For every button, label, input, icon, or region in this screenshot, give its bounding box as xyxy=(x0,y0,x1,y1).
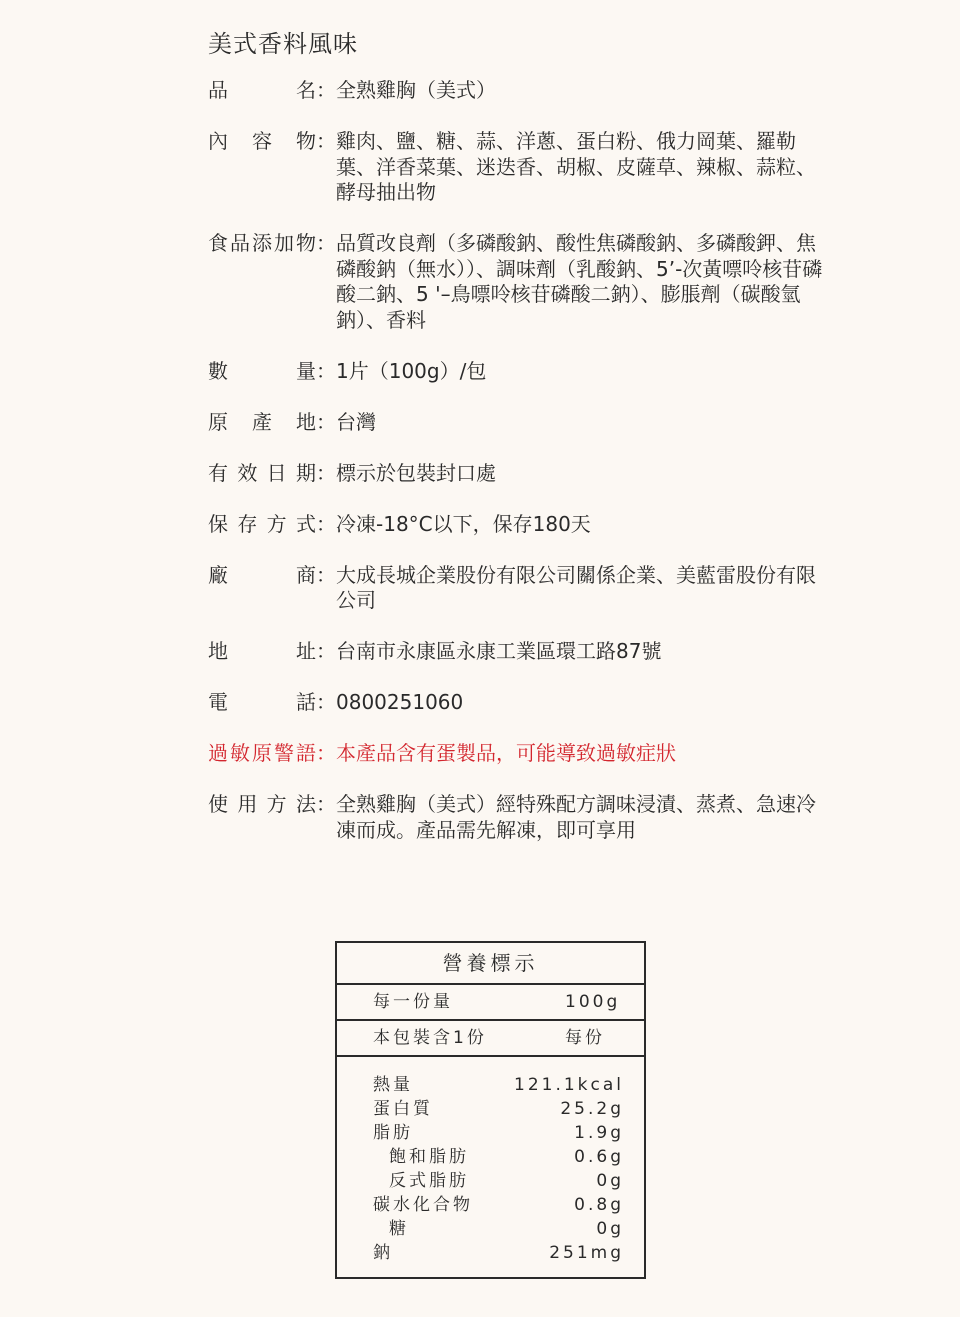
spec-row xyxy=(208,512,828,538)
nutrient-name: 糖 xyxy=(389,1219,409,1239)
spec-value: 大成長城企業股份有限公司關係企業、美藍雷股份有限公司 xyxy=(336,562,816,612)
nutrient-row xyxy=(337,1193,644,1217)
nutrient-name: 熱量 xyxy=(373,1075,413,1095)
nutrient-value: 0.8g xyxy=(574,1195,624,1215)
nutrient-value: 121.1kcal xyxy=(514,1075,624,1095)
nutrient-name: 脂肪 xyxy=(373,1123,413,1143)
serving-size-row xyxy=(337,985,644,1021)
nutrient-name: 飽和脂肪 xyxy=(389,1147,469,1167)
spec-value: 品質改良劑（多磷酸鈉、酸性焦磷酸鈉、多磷酸鉀、焦磷酸鈉（無水））、調味劑（乳酸鈉、5’-次黃嘌呤核苷磷酸二鈉、5 '–鳥嘌呤核苷磷酸二鈉）、膨脹劑（碳酸氫鈉）、香料 xyxy=(336,231,823,332)
spec-row xyxy=(208,129,828,206)
spec-row xyxy=(208,690,828,716)
spec-colon: ： xyxy=(316,792,336,816)
spec-value: 冷凍-18°C以下，保存180天 xyxy=(336,511,591,536)
spec-row xyxy=(208,639,828,665)
nutrient-name: 蛋白質 xyxy=(373,1099,433,1119)
serving-size-label: 每一份量 xyxy=(373,992,453,1012)
spec-label: 有 效 日 期 xyxy=(208,460,316,485)
spec-label: 保 存 方 式 xyxy=(208,511,316,536)
spec-label: 電 話 xyxy=(208,690,316,714)
spec-colon: ： xyxy=(316,231,336,255)
nutrient-value: 25.2g xyxy=(560,1099,624,1119)
spec-value: 雞肉、鹽、糖、蒜、洋蔥、蛋白粉、俄力岡葉、羅勒葉、洋香菜葉、迷迭香、胡椒、皮薩草、辣椒、蒜粒、酵母抽出物 xyxy=(336,129,816,204)
spec-label: 內 容 物 xyxy=(208,129,316,153)
serving-size-value: 100g xyxy=(565,992,621,1012)
spec-colon: ： xyxy=(316,741,336,765)
spec-label: 使 用 方 法 xyxy=(208,792,316,816)
spec-value: 全熟雞胸（美式） xyxy=(336,78,496,102)
spec-value: 標示於包裝封口處 xyxy=(336,460,496,485)
spec-row xyxy=(208,563,828,614)
per-serving-label: 每份 xyxy=(565,1028,605,1048)
nutrient-row xyxy=(337,1217,644,1241)
nutrient-value: 0g xyxy=(596,1219,624,1239)
spec-row xyxy=(208,78,828,104)
spec-value: 台灣 xyxy=(336,409,376,434)
spec-row xyxy=(208,410,828,436)
nutrient-value: 251mg xyxy=(549,1243,624,1263)
spec-label: 地 址 xyxy=(208,639,316,663)
nutrient-row xyxy=(337,1241,644,1265)
spec-label: 過 敏 原 警 語 xyxy=(208,741,316,765)
spec-row xyxy=(208,792,828,843)
spec-value: 台南市永康區永康工業區環工路87號 xyxy=(336,639,662,663)
nutrient-list xyxy=(337,1057,644,1265)
spec-colon: ： xyxy=(316,639,336,663)
spec-colon: ： xyxy=(316,409,336,434)
spec-colon: ： xyxy=(316,511,336,536)
spec-value: 本產品含有蛋製品，可能導致過敏症狀 xyxy=(336,741,676,765)
servings-per-pack-row xyxy=(337,1021,644,1057)
nutrient-row xyxy=(337,1145,644,1169)
nutrient-name: 碳水化合物 xyxy=(373,1195,473,1215)
spec-value: 全熟雞胸（美式）經特殊配方調味浸漬、蒸煮、急速冷凍而成。產品需先解凍，即可享用 xyxy=(336,792,816,842)
spec-label: 數 量 xyxy=(208,358,316,383)
nutrition-title: 營養標示 xyxy=(337,943,644,985)
product-title: 美式香料風味 xyxy=(208,30,358,58)
spec-label: 廠 商 xyxy=(208,562,316,587)
nutrient-name: 反式脂肪 xyxy=(389,1171,469,1191)
spec-colon: ： xyxy=(316,690,336,714)
nutrient-row xyxy=(337,1097,644,1121)
nutrient-value: 0.6g xyxy=(574,1147,624,1167)
spec-colon: ： xyxy=(316,78,336,102)
nutrient-name: 鈉 xyxy=(373,1243,393,1263)
spec-label: 食 品 添 加 物 xyxy=(208,231,316,255)
spec-row xyxy=(208,231,828,333)
spec-value: 0800251060 xyxy=(336,690,464,714)
spec-list xyxy=(208,78,828,869)
spec-colon: ： xyxy=(316,129,336,153)
spec-row xyxy=(208,461,828,487)
nutrition-facts-table xyxy=(335,941,646,1279)
spec-colon: ： xyxy=(316,562,336,587)
spec-row xyxy=(208,741,828,767)
nutrient-value: 0g xyxy=(596,1171,624,1191)
nutrient-row xyxy=(337,1169,644,1193)
spec-colon: ： xyxy=(316,460,336,485)
nutrient-value: 1.9g xyxy=(574,1123,624,1143)
nutrient-row xyxy=(337,1073,644,1097)
nutrient-row xyxy=(337,1121,644,1145)
servings-per-pack-label: 本包裝含1份 xyxy=(373,1028,487,1048)
spec-label: 品 名 xyxy=(208,78,316,102)
spec-value: 1片（100g）/包 xyxy=(336,358,487,383)
spec-colon: ： xyxy=(316,358,336,383)
spec-row xyxy=(208,359,828,385)
spec-label: 原 產 地 xyxy=(208,409,316,434)
